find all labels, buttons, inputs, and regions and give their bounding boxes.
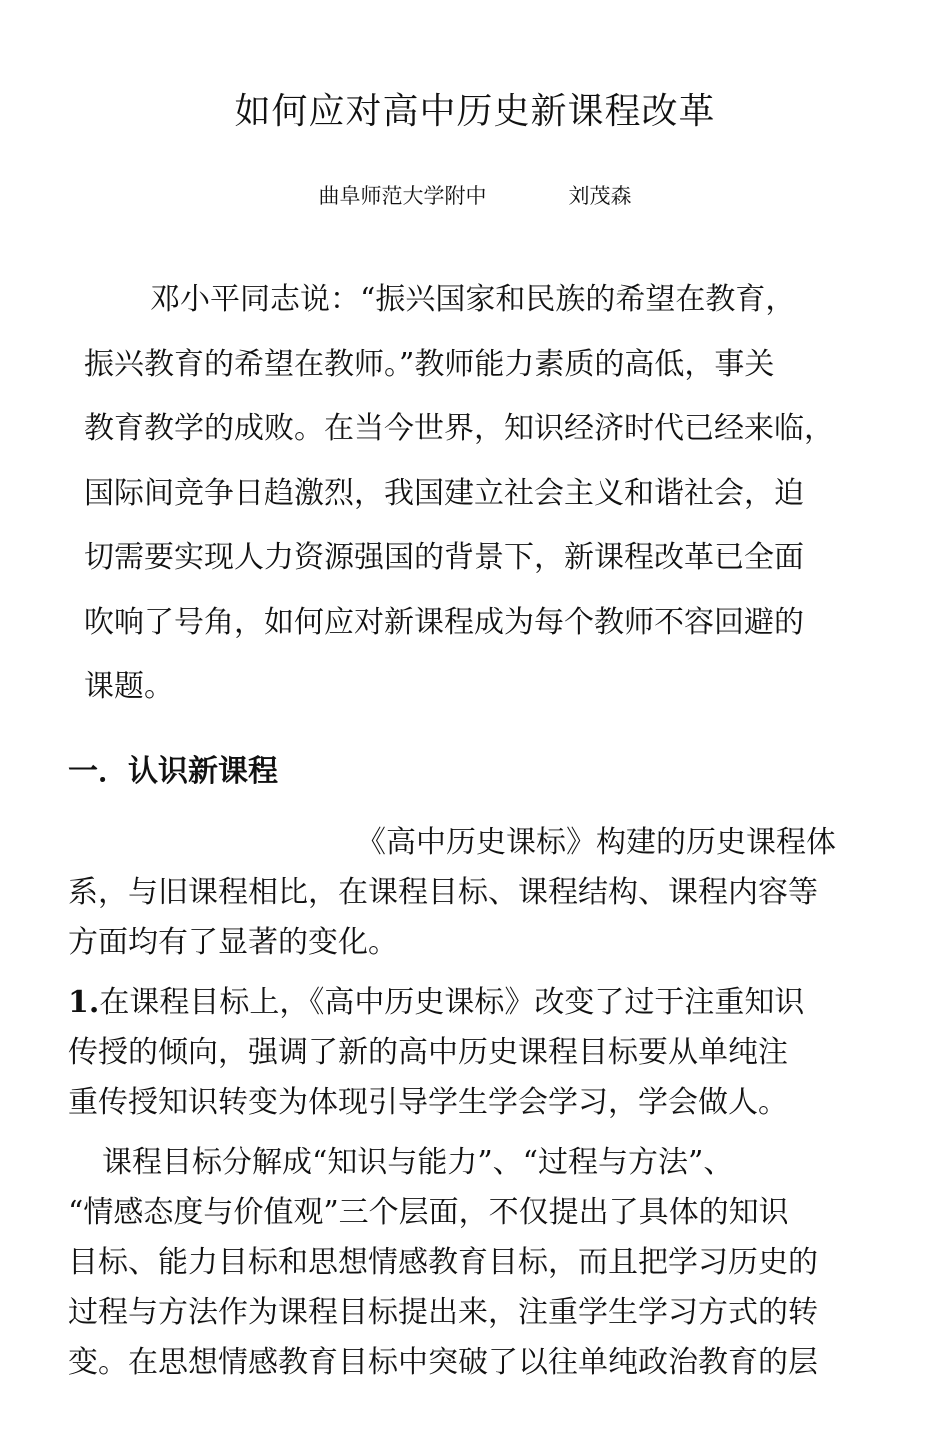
paragraph-line: 《高中历史课标》构建的历史课程体	[356, 825, 836, 860]
intro-line: 邓小平同志说：“振兴国家和民族的希望在教育，	[150, 282, 796, 317]
intro-line: 教育教学的成败。在当今世界，知识经济时代已经来临，	[84, 411, 834, 446]
paragraph-curriculum-system	[68, 818, 884, 968]
paragraph-line: 目标、能力目标和思想情感教育目标，而且把学习历史的	[68, 1245, 818, 1280]
paragraph-goal-dimensions	[68, 1138, 884, 1388]
paragraph-line: 变。在思想情感教育目标中突破了以往单纯政治教育的层	[68, 1345, 818, 1380]
paragraph-line: 方面均有了显著的变化。	[68, 925, 398, 960]
list-number: 1.	[68, 985, 100, 1020]
document-title: 如何应对高中历史新课程改革	[234, 91, 716, 132]
paragraph-line	[68, 978, 884, 1028]
paragraph-line: 过程与方法作为课程目标提出来，注重学生学习方式的转	[68, 1295, 818, 1330]
paragraph-line-text: 在课程目标上，《高中历史课标》改变了过于注重知识	[99, 985, 805, 1020]
byline	[0, 180, 950, 212]
intro-line: 课题。	[84, 669, 174, 704]
paragraph-line: 传授的倾向，强调了新的高中历史课程目标要从单纯注	[68, 1035, 788, 1070]
paragraph-curriculum-goals	[68, 978, 884, 1128]
author-affiliation: 曲阜师范大学附中	[318, 184, 487, 208]
paragraph-line: 课程目标分解成“知识与能力”、“过程与方法”、	[102, 1145, 734, 1180]
author-name: 刘茂森	[568, 184, 632, 208]
intro-line: 国际间竞争日趋激烈，我国建立社会主义和谐社会，迫	[84, 475, 804, 511]
paragraph-line: “情感态度与价值观”三个层面，不仅提出了具体的知识	[68, 1195, 789, 1230]
paragraph-line: 重传授知识转变为体现引导学生学会学习，学会做人。	[68, 1085, 788, 1120]
intro-line: 振兴教育的希望在教师。”教师能力素质的高低，事关	[84, 346, 775, 382]
intro-paragraph	[84, 268, 868, 720]
paragraph-line: 系，与旧课程相比，在课程目标、课程结构、课程内容等	[68, 875, 818, 910]
section-heading: 一．认识新课程	[68, 754, 278, 789]
intro-line: 切需要实现人力资源强国的背景下，新课程改革已全面	[84, 540, 804, 575]
intro-line: 吹响了号角，如何应对新课程成为每个教师不容回避的	[84, 604, 804, 640]
